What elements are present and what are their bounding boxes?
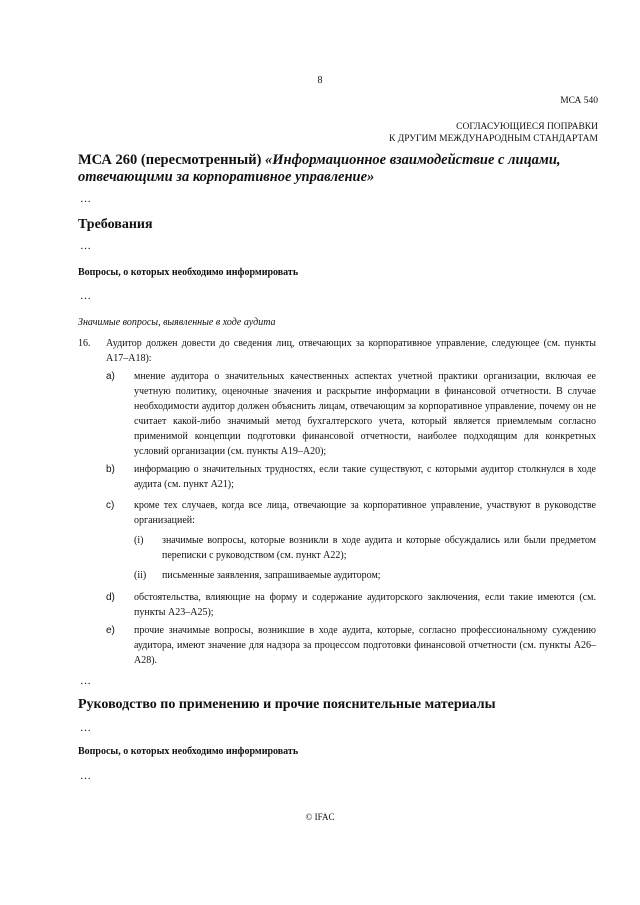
section-matters-to-communicate-2: Вопросы, о которых необходимо информировать bbox=[78, 746, 299, 757]
item-label: a) bbox=[106, 371, 115, 382]
conforming-line-1: СОГЛАСУЮЩИЕСЯ ПОПРАВКИ bbox=[456, 122, 598, 132]
item-e-text: прочие значимые вопросы, возникшие в ходе аудита, которые, согласно профессиональному суждению аудитора, имеют значение для надзора за процессом подготовки финансовой отчетности (см. пункты A26–A28). bbox=[134, 625, 596, 666]
document-title bbox=[78, 152, 603, 186]
subsection-significant-findings: Значимые вопросы, выявленные в ходе аудита bbox=[78, 317, 276, 328]
ellipsis: … bbox=[80, 193, 92, 205]
ellipsis: … bbox=[80, 722, 92, 734]
conforming-amendments-header bbox=[389, 121, 598, 145]
ellipsis: … bbox=[80, 675, 92, 687]
title-bold: МСА 260 (пересмотренный) bbox=[78, 152, 262, 168]
ellipsis: … bbox=[80, 290, 92, 302]
item-label: c) bbox=[106, 500, 115, 511]
section-requirements: Требования bbox=[78, 217, 153, 232]
item-a-text: мнение аудитора о значительных качественных аспектах учетной практики организации, включая ее учетную политику, оценочные значения и раскрытие информации в финансовой отчетности. В случае необходимости аудитор должен объяснить лицам, отвечающим за корпоративное управление, почему он не считает какой-либо значимый метод бухгалтерского учета, который является приемлемым согласно применимой концепции подготовки финансовой отчетности, наиболее подходящим для конкретных условий организации (см. пункты A19–A20); bbox=[134, 371, 596, 457]
page-number: 8 bbox=[317, 75, 323, 86]
subitem-label: (ii) bbox=[134, 570, 147, 581]
item-label: b) bbox=[106, 464, 115, 475]
item-label: e) bbox=[106, 625, 115, 636]
paragraph-number: 16. bbox=[78, 338, 91, 349]
ellipsis: … bbox=[80, 240, 92, 252]
paragraph-16-intro: Аудитор должен довести до сведения лиц, отвечающих за корпоративное управление, следующее (см. пункты A17–A18): bbox=[106, 338, 596, 364]
title-italic: «Информационное взаимодействие с лицами, отвечающими за корпоративное управление» bbox=[78, 152, 561, 185]
item-d-text: обстоятельства, влияющие на форму и содержание аудиторского заключения, если такие имеются (см. пункты A23–A25); bbox=[134, 592, 596, 618]
subitem-i-text: значимые вопросы, которые возникли в ходе аудита и которые обсуждались или были предметом переписки с руководством (см. пункт A22); bbox=[162, 535, 596, 561]
item-c-text: кроме тех случаев, когда все лица, отвечающие за корпоративное управление, участвуют в руководстве организацией: bbox=[134, 500, 596, 526]
conforming-line-2: К ДРУГИМ МЕЖДУНАРОДНЫМ СТАНДАРТАМ bbox=[389, 134, 598, 144]
subitem-ii-text: письменные заявления, запрашиваемые аудитором; bbox=[162, 570, 381, 581]
standard-code: МСА 540 bbox=[560, 96, 598, 106]
item-label: d) bbox=[106, 592, 115, 603]
subitem-label: (i) bbox=[134, 535, 144, 546]
section-application-guidance: Руководство по применению и прочие пояснительные материалы bbox=[78, 697, 496, 712]
ellipsis: … bbox=[80, 770, 92, 782]
item-b-text: информацию о значительных трудностях, если такие существуют, с которыми аудитор столкнулся в ходе аудита (см. пункт A21); bbox=[134, 464, 596, 490]
footer-copyright: © IFAC bbox=[305, 812, 335, 822]
section-matters-to-communicate: Вопросы, о которых необходимо информировать bbox=[78, 267, 299, 278]
